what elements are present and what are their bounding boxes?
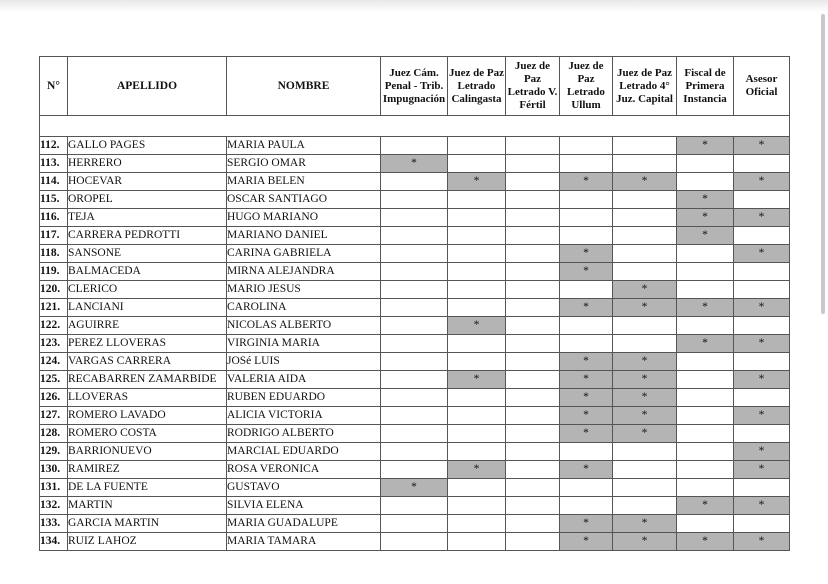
row-nombre: RODRIGO ALBERTO <box>227 425 381 443</box>
empty-cell <box>448 299 506 317</box>
marked-cell: * <box>734 245 790 263</box>
table-row <box>40 227 790 245</box>
row-apellido: GARCIA MARTIN <box>68 515 227 533</box>
empty-cell <box>677 515 734 533</box>
empty-cell <box>506 497 560 515</box>
table-row <box>40 299 790 317</box>
marked-cell: * <box>734 299 790 317</box>
row-number: 114. <box>40 173 68 191</box>
empty-cell <box>734 515 790 533</box>
table-row <box>40 443 790 461</box>
marked-cell: * <box>381 155 448 173</box>
row-apellido: ROMERO COSTA <box>68 425 227 443</box>
empty-cell <box>734 353 790 371</box>
row-apellido: OROPEL <box>68 191 227 209</box>
empty-cell <box>381 443 448 461</box>
empty-cell <box>506 479 560 497</box>
row-nombre: VIRGINIA MARIA <box>227 335 381 353</box>
marked-cell: * <box>613 533 677 551</box>
marked-cell: * <box>734 371 790 389</box>
empty-cell <box>560 155 613 173</box>
row-nombre: CAROLINA <box>227 299 381 317</box>
table-row <box>40 389 790 407</box>
row-nombre: JOSé LUIS <box>227 353 381 371</box>
table-row <box>40 245 790 263</box>
marked-cell: * <box>677 191 734 209</box>
empty-cell <box>677 353 734 371</box>
empty-cell <box>506 155 560 173</box>
candidates-table <box>39 56 790 551</box>
empty-cell <box>506 371 560 389</box>
empty-cell <box>734 281 790 299</box>
empty-cell <box>613 263 677 281</box>
empty-cell <box>677 443 734 461</box>
empty-cell <box>560 191 613 209</box>
marked-cell: * <box>613 281 677 299</box>
empty-cell <box>448 281 506 299</box>
marked-cell: * <box>677 335 734 353</box>
empty-cell <box>677 173 734 191</box>
empty-cell <box>506 227 560 245</box>
empty-cell <box>506 533 560 551</box>
row-apellido: HOCEVAR <box>68 173 227 191</box>
empty-cell <box>448 443 506 461</box>
empty-cell <box>506 173 560 191</box>
empty-cell <box>381 173 448 191</box>
marked-cell: * <box>734 443 790 461</box>
marked-cell: * <box>448 173 506 191</box>
row-nombre: MARIO JESUS <box>227 281 381 299</box>
empty-cell <box>448 155 506 173</box>
header-juez-paz-ullum: Juez de Paz Letrado Ullum <box>560 57 613 116</box>
row-nombre: MARIA BELEN <box>227 173 381 191</box>
empty-cell <box>677 371 734 389</box>
empty-cell <box>506 317 560 335</box>
marked-cell: * <box>381 479 448 497</box>
row-apellido: DE LA FUENTE <box>68 479 227 497</box>
marked-cell: * <box>734 497 790 515</box>
empty-cell <box>448 353 506 371</box>
empty-cell <box>613 209 677 227</box>
empty-cell <box>560 443 613 461</box>
table-row <box>40 281 790 299</box>
row-apellido: PEREZ LLOVERAS <box>68 335 227 353</box>
row-nombre: MIRNA ALEJANDRA <box>227 263 381 281</box>
empty-cell <box>381 533 448 551</box>
empty-cell <box>613 191 677 209</box>
empty-cell <box>381 407 448 425</box>
empty-cell <box>381 281 448 299</box>
row-apellido: CARRERA PEDROTTI <box>68 227 227 245</box>
table-row <box>40 407 790 425</box>
empty-cell <box>381 137 448 155</box>
row-apellido: VARGAS CARRERA <box>68 353 227 371</box>
table-row <box>40 191 790 209</box>
empty-cell <box>381 245 448 263</box>
empty-cell <box>613 227 677 245</box>
header-number: N° <box>40 57 68 116</box>
marked-cell: * <box>560 245 613 263</box>
empty-cell <box>677 155 734 173</box>
vertical-scrollbar[interactable] <box>821 14 825 314</box>
row-apellido: SANSONE <box>68 245 227 263</box>
empty-cell <box>560 209 613 227</box>
row-number: 120. <box>40 281 68 299</box>
row-nombre: MARIA PAULA <box>227 137 381 155</box>
empty-cell <box>506 407 560 425</box>
empty-cell <box>381 317 448 335</box>
empty-cell <box>677 263 734 281</box>
table-row <box>40 497 790 515</box>
empty-cell <box>560 317 613 335</box>
row-number: 134. <box>40 533 68 551</box>
row-nombre: VALERIA AIDA <box>227 371 381 389</box>
empty-cell <box>448 497 506 515</box>
empty-cell <box>734 479 790 497</box>
empty-cell <box>506 443 560 461</box>
row-apellido: AGUIRRE <box>68 317 227 335</box>
row-number: 119. <box>40 263 68 281</box>
row-nombre: HUGO MARIANO <box>227 209 381 227</box>
empty-cell <box>448 191 506 209</box>
row-number: 132. <box>40 497 68 515</box>
empty-cell <box>381 389 448 407</box>
empty-cell <box>506 353 560 371</box>
table-row <box>40 209 790 227</box>
empty-cell <box>677 479 734 497</box>
header-spacer <box>40 116 790 137</box>
empty-cell <box>677 407 734 425</box>
table-row <box>40 353 790 371</box>
marked-cell: * <box>677 299 734 317</box>
row-number: 118. <box>40 245 68 263</box>
empty-cell <box>381 515 448 533</box>
row-number: 115. <box>40 191 68 209</box>
empty-cell <box>381 425 448 443</box>
header-nombre: NOMBRE <box>227 57 381 116</box>
empty-cell <box>734 263 790 281</box>
row-nombre: SERGIO OMAR <box>227 155 381 173</box>
empty-cell <box>506 461 560 479</box>
marked-cell: * <box>677 137 734 155</box>
table-row <box>40 461 790 479</box>
empty-cell <box>381 371 448 389</box>
row-nombre: GUSTAVO <box>227 479 381 497</box>
marked-cell: * <box>613 173 677 191</box>
marked-cell: * <box>734 461 790 479</box>
table-row <box>40 173 790 191</box>
empty-cell <box>506 209 560 227</box>
empty-cell <box>613 479 677 497</box>
row-number: 117. <box>40 227 68 245</box>
row-apellido: CLERICO <box>68 281 227 299</box>
empty-cell <box>381 209 448 227</box>
header-row <box>40 57 790 116</box>
row-number: 126. <box>40 389 68 407</box>
empty-cell <box>506 515 560 533</box>
row-number: 129. <box>40 443 68 461</box>
empty-cell <box>448 335 506 353</box>
row-nombre: RUBEN EDUARDO <box>227 389 381 407</box>
empty-cell <box>448 425 506 443</box>
empty-cell <box>381 461 448 479</box>
empty-cell <box>506 245 560 263</box>
row-number: 130. <box>40 461 68 479</box>
empty-cell <box>381 191 448 209</box>
empty-cell <box>734 155 790 173</box>
empty-cell <box>677 461 734 479</box>
marked-cell: * <box>734 173 790 191</box>
empty-cell <box>734 425 790 443</box>
row-nombre: OSCAR SANTIAGO <box>227 191 381 209</box>
row-apellido: LANCIANI <box>68 299 227 317</box>
row-nombre: ALICIA VICTORIA <box>227 407 381 425</box>
row-apellido: BARRIONUEVO <box>68 443 227 461</box>
row-number: 123. <box>40 335 68 353</box>
empty-cell <box>448 227 506 245</box>
empty-cell <box>506 137 560 155</box>
empty-cell <box>613 317 677 335</box>
row-number: 113. <box>40 155 68 173</box>
empty-cell <box>677 317 734 335</box>
row-apellido: RUIZ LAHOZ <box>68 533 227 551</box>
marked-cell: * <box>448 371 506 389</box>
row-nombre: MARIANO DANIEL <box>227 227 381 245</box>
marked-cell: * <box>448 461 506 479</box>
marked-cell: * <box>613 425 677 443</box>
row-apellido: RECABARREN ZAMARBIDE <box>68 371 227 389</box>
empty-cell <box>613 155 677 173</box>
table-row <box>40 317 790 335</box>
empty-cell <box>613 461 677 479</box>
row-number: 112. <box>40 137 68 155</box>
table-row <box>40 371 790 389</box>
empty-cell <box>506 281 560 299</box>
marked-cell: * <box>613 371 677 389</box>
row-apellido: BALMACEDA <box>68 263 227 281</box>
empty-cell <box>734 191 790 209</box>
header-fiscal-primera-instancia: Fiscal de Primera Instancia <box>677 57 734 116</box>
empty-cell <box>506 263 560 281</box>
header-juez-camara-penal: Juez Cám. Penal - Trib. Impugnación <box>381 57 448 116</box>
row-nombre: ROSA VERONICA <box>227 461 381 479</box>
empty-cell <box>734 317 790 335</box>
empty-cell <box>381 335 448 353</box>
header-asesor-oficial: Asesor Oficial <box>734 57 790 116</box>
row-nombre: MARIA TAMARA <box>227 533 381 551</box>
marked-cell: * <box>734 209 790 227</box>
row-apellido: MARTIN <box>68 497 227 515</box>
empty-cell <box>560 479 613 497</box>
marked-cell: * <box>734 335 790 353</box>
empty-cell <box>448 245 506 263</box>
table-row <box>40 533 790 551</box>
table-row <box>40 137 790 155</box>
marked-cell: * <box>560 299 613 317</box>
empty-cell <box>613 443 677 461</box>
empty-cell <box>613 137 677 155</box>
table-body <box>40 137 790 551</box>
empty-cell <box>506 335 560 353</box>
table-row <box>40 479 790 497</box>
header-apellido: APELLIDO <box>68 57 227 116</box>
empty-cell <box>560 497 613 515</box>
marked-cell: * <box>677 227 734 245</box>
header-juez-paz-valle-fertil: Juez de Paz Letrado V. Fértil <box>506 57 560 116</box>
empty-cell <box>381 497 448 515</box>
row-number: 121. <box>40 299 68 317</box>
empty-cell <box>734 227 790 245</box>
marked-cell: * <box>560 389 613 407</box>
top-edge <box>0 0 828 12</box>
marked-cell: * <box>560 263 613 281</box>
marked-cell: * <box>448 317 506 335</box>
marked-cell: * <box>560 533 613 551</box>
row-apellido: RAMIREZ <box>68 461 227 479</box>
marked-cell: * <box>613 407 677 425</box>
marked-cell: * <box>613 515 677 533</box>
row-number: 127. <box>40 407 68 425</box>
empty-cell <box>613 335 677 353</box>
table-row <box>40 155 790 173</box>
marked-cell: * <box>734 407 790 425</box>
marked-cell: * <box>560 461 613 479</box>
empty-cell <box>506 191 560 209</box>
empty-cell <box>506 425 560 443</box>
marked-cell: * <box>560 371 613 389</box>
empty-cell <box>448 263 506 281</box>
row-number: 122. <box>40 317 68 335</box>
row-apellido: HERRERO <box>68 155 227 173</box>
empty-cell <box>448 389 506 407</box>
empty-cell <box>613 497 677 515</box>
marked-cell: * <box>560 353 613 371</box>
marked-cell: * <box>734 533 790 551</box>
empty-cell <box>677 425 734 443</box>
empty-cell <box>448 209 506 227</box>
empty-cell <box>734 389 790 407</box>
empty-cell <box>560 227 613 245</box>
header-juez-paz-capital: Juez de Paz Letrado 4° Juz. Capital <box>613 57 677 116</box>
marked-cell: * <box>613 389 677 407</box>
empty-cell <box>560 137 613 155</box>
empty-cell <box>677 389 734 407</box>
table-row <box>40 263 790 281</box>
row-number: 133. <box>40 515 68 533</box>
row-number: 124. <box>40 353 68 371</box>
empty-cell <box>560 281 613 299</box>
empty-cell <box>677 281 734 299</box>
empty-cell <box>381 299 448 317</box>
empty-cell <box>506 389 560 407</box>
marked-cell: * <box>677 497 734 515</box>
marked-cell: * <box>677 533 734 551</box>
empty-cell <box>448 137 506 155</box>
marked-cell: * <box>560 407 613 425</box>
row-nombre: SILVIA ELENA <box>227 497 381 515</box>
marked-cell: * <box>677 209 734 227</box>
marked-cell: * <box>613 299 677 317</box>
row-nombre: NICOLAS ALBERTO <box>227 317 381 335</box>
row-nombre: MARIA GUADALUPE <box>227 515 381 533</box>
row-apellido: ROMERO LAVADO <box>68 407 227 425</box>
empty-cell <box>448 515 506 533</box>
empty-cell <box>381 263 448 281</box>
row-number: 128. <box>40 425 68 443</box>
empty-cell <box>448 407 506 425</box>
row-apellido: LLOVERAS <box>68 389 227 407</box>
table-row <box>40 425 790 443</box>
row-number: 125. <box>40 371 68 389</box>
empty-cell <box>381 353 448 371</box>
marked-cell: * <box>560 515 613 533</box>
table-row <box>40 335 790 353</box>
row-number: 116. <box>40 209 68 227</box>
empty-cell <box>448 533 506 551</box>
row-nombre: MARCIAL EDUARDO <box>227 443 381 461</box>
row-number: 131. <box>40 479 68 497</box>
empty-cell <box>448 479 506 497</box>
marked-cell: * <box>613 353 677 371</box>
header-juez-paz-calingasta: Juez de Paz Letrado Calingasta <box>448 57 506 116</box>
table-row <box>40 515 790 533</box>
row-apellido: GALLO PAGES <box>68 137 227 155</box>
row-nombre: CARINA GABRIELA <box>227 245 381 263</box>
empty-cell <box>506 299 560 317</box>
marked-cell: * <box>560 425 613 443</box>
empty-cell <box>677 245 734 263</box>
row-apellido: TEJA <box>68 209 227 227</box>
marked-cell: * <box>560 173 613 191</box>
marked-cell: * <box>734 137 790 155</box>
empty-cell <box>613 245 677 263</box>
empty-cell <box>381 227 448 245</box>
empty-cell <box>560 335 613 353</box>
